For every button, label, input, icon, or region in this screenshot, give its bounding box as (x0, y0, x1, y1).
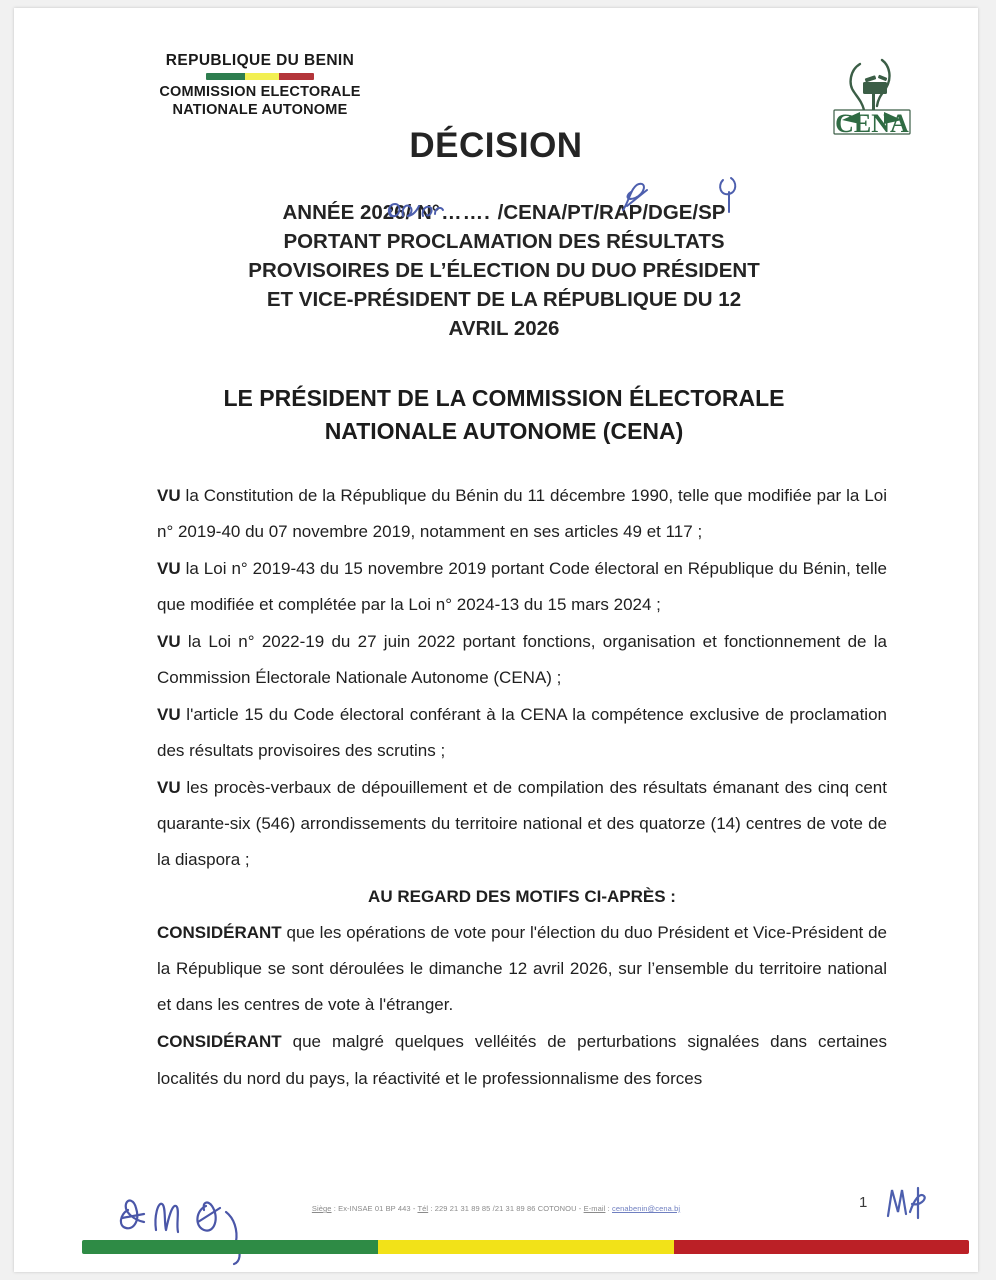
considerant-paragraph-2 (157, 1024, 887, 1096)
vu-lead-1: VU (157, 486, 181, 505)
document-title-block (134, 198, 874, 344)
subject-line-3: ET VICE-PRÉSIDENT DE LA RÉPUBLIQUE DU 12 (266, 288, 742, 312)
letterhead-org-line2: NATIONALE AUTONOME (172, 101, 348, 118)
considerant-paragraph-1 (157, 915, 887, 1023)
footer-flag-red (674, 1240, 969, 1254)
vu-text-5: les procès-verbaux de dépouillement et de compilation des résultats émanant des cinq cent quarante-six (546) arrondissements du territoire national et des quatorze (14) centres de vote de la diaspora ; (157, 778, 887, 870)
footer-flag-green (82, 1240, 378, 1254)
vu-text-3: la Loi n° 2022-19 du 27 juin 2022 portant fonctions, organisation et fonctionnement de la Commission Électorale Nationale Autonome (CENA) ; (157, 632, 887, 688)
motifs-heading: AU REGARD DES MOTIFS CI-APRÈS : (368, 887, 676, 907)
footer-flag-bar (82, 1240, 969, 1254)
footer-address-label: Siège (311, 1204, 332, 1213)
vu-lead-4: VU (157, 705, 181, 725)
cena-logo-text: CENA (835, 109, 909, 138)
page-number: 1 (859, 1194, 868, 1211)
vu-lead-3: VU (157, 632, 181, 652)
footer-email-label: E-mail (583, 1204, 606, 1213)
document-body (157, 478, 887, 1098)
vu-text-1: la Constitution de la République du Bénin du 11 décembre 1990, telle que modifiée par la Loi n° 2019-40 du 07 novembre 2019, notamment en ses articles 49 et 117 ; (157, 486, 887, 542)
decision-reference-line (283, 198, 726, 227)
subject-line-4: AVRIL 2026 (448, 317, 560, 341)
authority-line-1: LE PRÉSIDENT DE LA COMMISSION ÉLECTORALE (223, 385, 785, 411)
authority-line-2: NATIONALE AUTONOME (CENA) (324, 418, 684, 445)
considerant-text-1: que les opérations de vote pour l'élection du duo Président et Vice-Président de la République se sont déroulées le dimanche 12 avril 2026, sur l’ensemble du territoire national et dans les centres de vote à l'étranger. (157, 923, 887, 1015)
vu-paragraph-4 (157, 697, 887, 769)
flag-yellow-segment (245, 73, 280, 80)
considerant-text-2: que malgré quelques velléités de perturbations signalées dans certaines localités du nord du pays, la réactivité et le professionnalisme des forces (157, 1032, 887, 1088)
footer-phone-label: Tél (417, 1204, 429, 1213)
letterhead-country: REPUBLIQUE DU BENIN (165, 52, 355, 69)
subject-line-1: PORTANT PROCLAMATION DES RÉSULTATS (283, 230, 725, 254)
handwritten-signatures (110, 1186, 300, 1272)
vu-paragraph-1 (157, 478, 887, 550)
letterhead-org-line1: COMMISSION ELECTORALE (159, 84, 361, 100)
reference-suffix: /CENA/PT/RAP/DGE/SP (491, 201, 726, 224)
vu-paragraph-5 (157, 770, 887, 878)
handwritten-paraph-page (880, 1182, 936, 1226)
vu-text-2: la Loi n° 2019-43 du 15 novembre 2019 portant Code électoral en République du Bénin, telle que modifiée et complétée par la Loi n° 2024-13 du 15 mars 2024 ; (157, 559, 887, 615)
vu-lead-5: VU (157, 778, 181, 798)
handwritten-mark-1 (613, 176, 659, 220)
vu-paragraph-3 (157, 624, 887, 696)
letterhead (110, 52, 410, 119)
handwritten-mark-2 (713, 172, 747, 218)
vu-lead-2: VU (157, 559, 181, 579)
letterhead-flag-bar (206, 73, 314, 80)
considerant-lead-2: CONSIDÉRANT (157, 1032, 282, 1052)
flag-red-segment (279, 73, 314, 80)
footer-email-link[interactable]: cenabenin@cena.bj (612, 1204, 681, 1213)
vu-paragraph-2 (157, 551, 887, 623)
considerant-lead-1: CONSIDÉRANT (157, 923, 282, 943)
document-page (14, 8, 978, 1272)
footer-address: : Ex-INSAE 01 BP 443 - (331, 1204, 418, 1213)
authority-heading (124, 382, 884, 449)
flag-green-segment (206, 73, 245, 80)
footer-flag-yellow (378, 1240, 673, 1254)
vu-text-4: l'article 15 du Code électoral conférant à la CENA la compétence exclusive de proclamation des résultats provisoires des scrutins ; (157, 705, 887, 761)
reference-prefix: ANNÉE 2026/ N° (282, 201, 440, 224)
footer-email-separator: : (605, 1204, 613, 1213)
footer-phone: : 229 21 31 89 85 /21 31 89 86 COTONOU - (428, 1204, 584, 1213)
document-title: DÉCISION (409, 126, 583, 165)
subject-line-2: PROVISOIRES DE L’ÉLECTION DU DUO PRÉSIDENT (248, 259, 760, 283)
reference-number-blank: ……. (441, 201, 491, 224)
